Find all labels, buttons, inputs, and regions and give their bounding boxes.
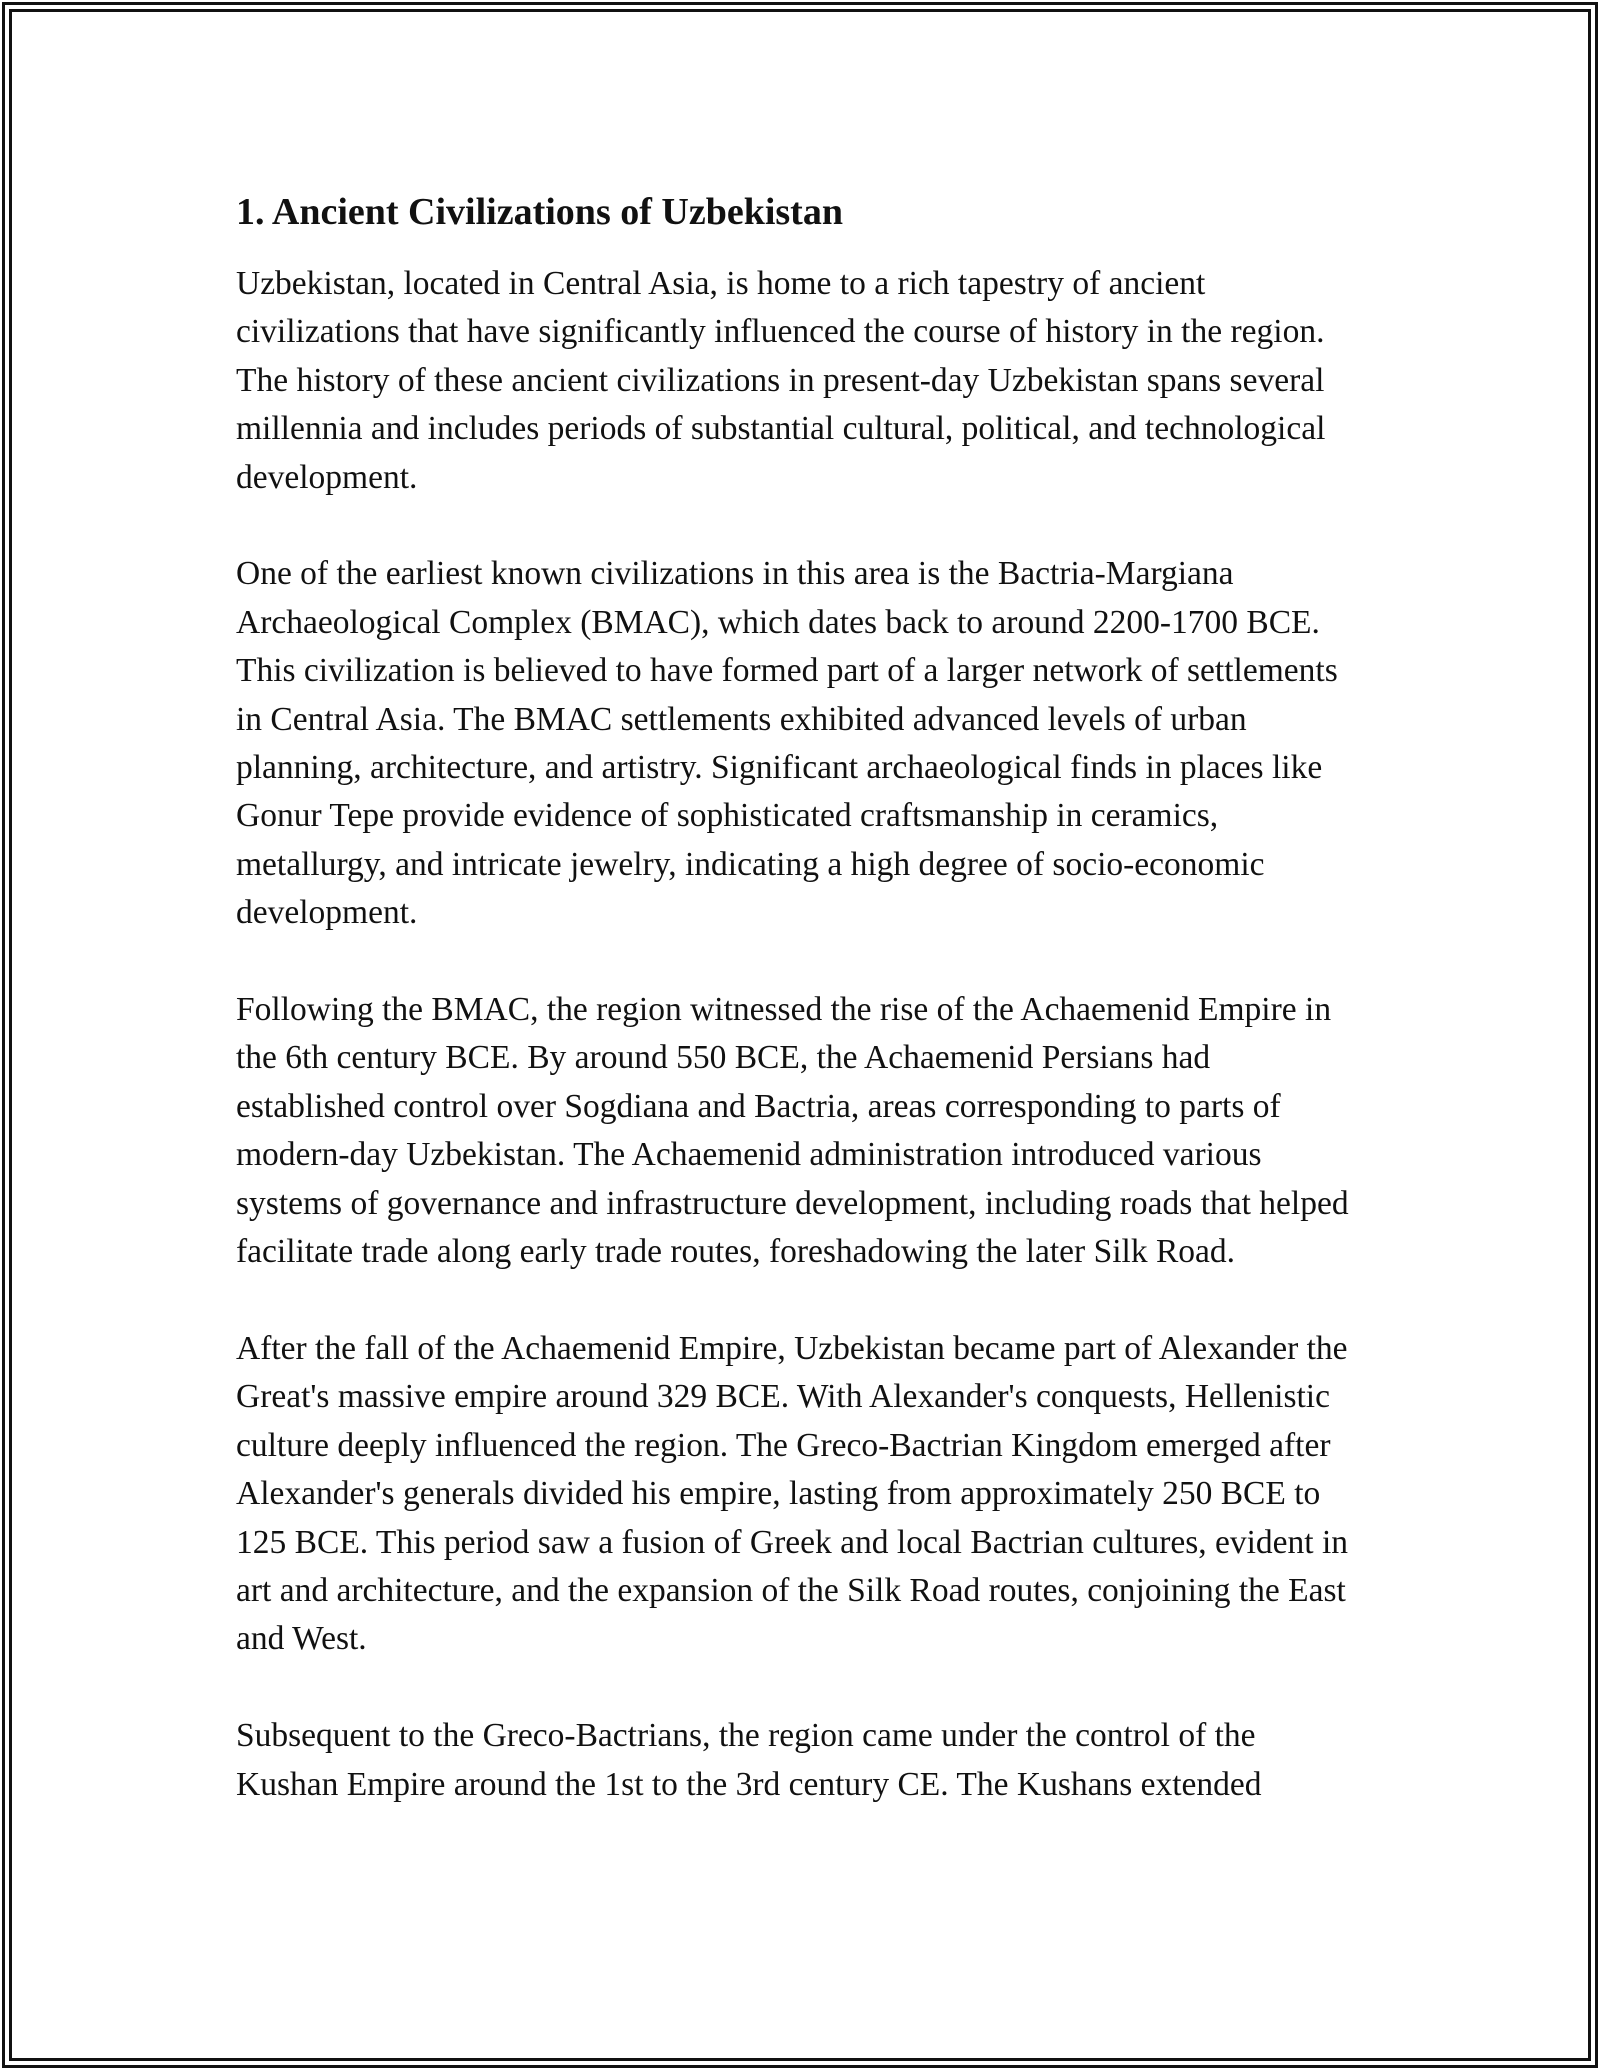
paragraph-achaemenid: Following the BMAC, the region witnessed the rise of the Achaemenid Empire in the 6th century BCE. By around 550 BCE, the Achaemenid Persians had established control over Sogdiana and Bactria, areas corresponding to parts of modern-day Uzbekistan. The Achaemenid administration introduced various systems of governance and infrastructure development, including roads that helped facilitate trade along early trade routes, foreshadowing the later Silk Road. — [236, 991, 1349, 1271]
paragraph-kushan: Subsequent to the Greco-Bactrians, the region came under the control of the Kushan Empire around the 1st to the 3rd century CE. The Kushans extended — [236, 1717, 1262, 1803]
paragraph-greco-bactrian: After the fall of the Achaemenid Empire, Uzbekistan became part of Alexander the Great's massive empire around 329 BCE. With Alexander's conquests, Hellenistic culture deeply influenced the region. The Greco-Bactrian Kingdom emerged after Alexander's generals divided his empire, lasting from approximately 250 BCE to 125 BCE. This period saw a fusion of Greek and local Bactrian cultures, evident in art and architecture, and the expansion of the Silk Road routes, conjoining the East and West. — [236, 1329, 1349, 1658]
paragraph-intro: Uzbekistan, located in Central Asia, is home to a rich tapestry of ancient civilizations that have significantly influenced the course of history in the region. The history of these ancient civilizations in present-day Uzbekistan spans several millennia and includes periods of substantial cultural, political, and technological development. — [236, 265, 1326, 496]
paragraph-bmac: One of the earliest known civilizations in this area is the Bactria-Margiana Archaeological Complex (BMAC), which dates back to around 2200-1700 BCE. This civilization is believed to have formed part of a larger network of settlements in Central Asia. The BMAC settlements exhibited advanced levels of urban planning, architecture, and artistry. Significant archaeological finds in places like Gonur Tepe provide evidence of sophisticated craftsmanship in ceramics, metallurgy, and intricate jewelry, indicating a high degree of socio-economic development. — [236, 555, 1338, 932]
document-body — [236, 186, 1366, 1857]
section-heading: 1. Ancient Civilizations of Uzbekistan — [236, 191, 843, 233]
